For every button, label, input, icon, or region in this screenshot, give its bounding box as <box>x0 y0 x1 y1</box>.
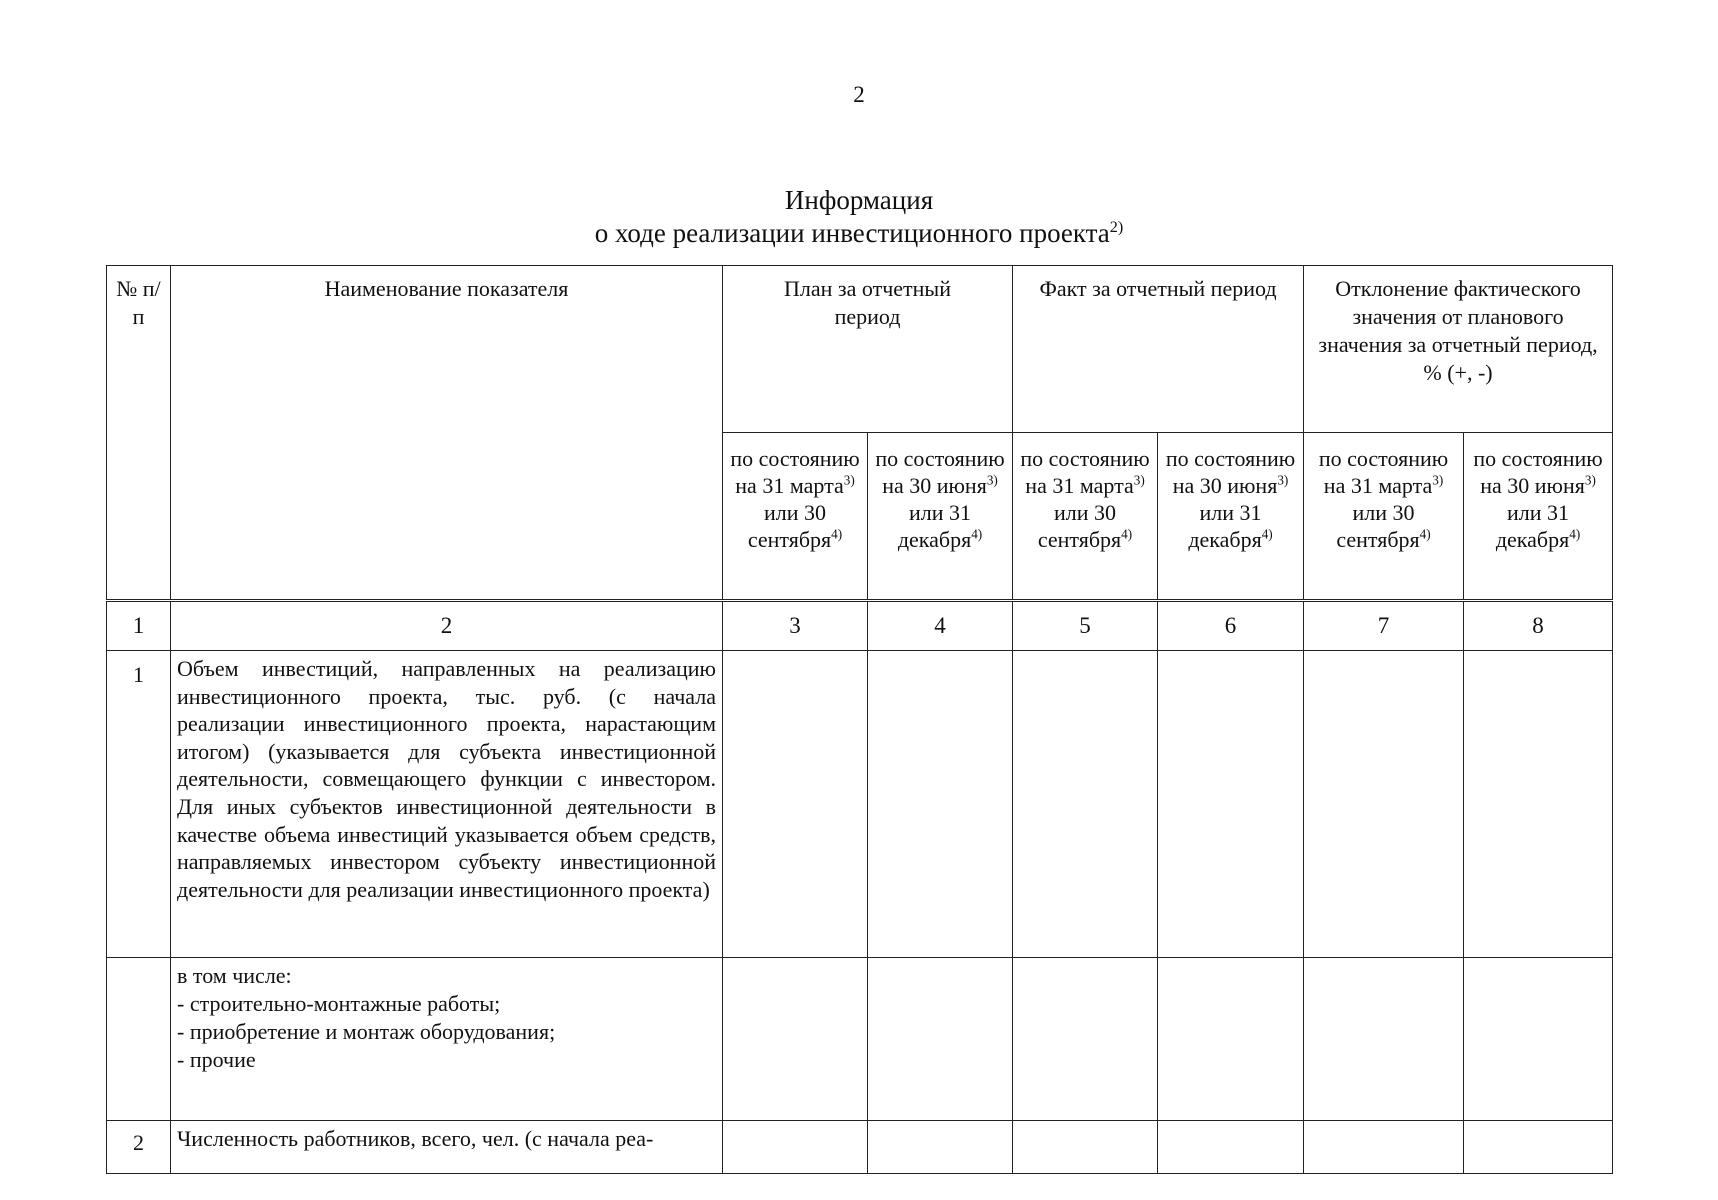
empty-cell <box>1304 958 1464 1121</box>
empty-cell <box>723 1121 868 1174</box>
indicator-name: Численность работников, всего, чел. (с начала реа- <box>171 1121 723 1174</box>
empty-cell <box>1158 1121 1304 1174</box>
subheader-plan-q1: по состоянию на 31 марта$^{3)}$ или 30 сентября$^{4)}$ <box>723 433 868 601</box>
document-title <box>0 184 1718 250</box>
row-number: 1 <box>107 651 171 958</box>
title-line-1: Информация <box>784 185 934 215</box>
empty-cell <box>1013 651 1158 958</box>
header-row <box>107 266 1613 433</box>
empty-cell <box>723 958 868 1121</box>
indicator-breakdown <box>171 958 723 1121</box>
table-row <box>107 651 1613 958</box>
empty-cell <box>868 651 1013 958</box>
indicator-name: Объем инвестиций, направленных на реализацию инвестиционного проекта, тыс. руб. (с начала реализации инвестиционного проекта, нарастающим итогом) (указывается для субъекта инвестиционной деятельности, совмещающего функции с инвестором. Для иных субъектов инвестиционной деятельности в качестве объема инвестиций указывается объем средств, направляемых инвестором субъекту инвестиционной деятельности для реализации инвестиционного проекта) <box>171 651 723 958</box>
empty-cell <box>868 958 1013 1121</box>
row-number: 2 <box>107 1121 171 1174</box>
column-numbers-row <box>107 601 1613 651</box>
empty-cell <box>1013 1121 1158 1174</box>
empty-cell <box>1013 958 1158 1121</box>
column-number: 6 <box>1158 601 1304 651</box>
subheader-dev-q2: по состоянию на 30 июня$^{3)}$ или 31 декабря$^{4)}$ <box>1464 433 1613 601</box>
empty-cell <box>1304 1121 1464 1174</box>
column-number: 5 <box>1013 601 1158 651</box>
header-col-name: Наименование показателя <box>171 266 723 601</box>
empty-cell <box>1464 958 1613 1121</box>
column-number: 1 <box>107 601 171 651</box>
empty-cell <box>1158 651 1304 958</box>
title-line-2: о ходе реализации инвестиционного проекта$^{2)}$ <box>594 218 1124 248</box>
empty-cell <box>868 1121 1013 1174</box>
subheader-plan-q2: по состоянию на 30 июня$^{3)}$ или 31 декабря$^{4)}$ <box>868 433 1013 601</box>
column-number: 2 <box>171 601 723 651</box>
column-number: 7 <box>1304 601 1464 651</box>
subheader-fact-q1: по состоянию на 31 марта$^{3)}$ или 30 сентября$^{4)}$ <box>1013 433 1158 601</box>
empty-cell <box>1464 651 1613 958</box>
row-number <box>107 958 171 1121</box>
empty-cell <box>1304 651 1464 958</box>
column-number: 8 <box>1464 601 1613 651</box>
empty-cell <box>1464 1121 1613 1174</box>
subheader-dev-q1: по состоянию на 31 марта$^{3)}$ или 30 сентября$^{4)}$ <box>1304 433 1464 601</box>
header-col-num: № п/п <box>107 266 171 601</box>
table-row <box>107 1121 1613 1174</box>
breakdown-line: - приобретение и монтаж оборудования; <box>177 1019 556 1044</box>
column-number: 3 <box>723 601 868 651</box>
page-number: 2 <box>853 82 865 107</box>
breakdown-line: - прочие <box>177 1047 256 1072</box>
investment-report-table <box>106 265 1613 1174</box>
empty-cell <box>723 651 868 958</box>
header-col-fact: Факт за отчетный период <box>1013 266 1304 433</box>
footnote-ref: 2) <box>1109 218 1124 236</box>
empty-cell <box>1158 958 1304 1121</box>
breakdown-line: - строительно-монтажные работы; <box>177 991 501 1016</box>
header-col-deviation: Отклонение фактического значения от планового значения за отчетный период, % (+, -) <box>1304 266 1613 433</box>
table-row <box>107 958 1613 1121</box>
breakdown-line: в том числе: <box>177 963 292 988</box>
column-number: 4 <box>868 601 1013 651</box>
header-col-plan: План за отчетный период <box>723 266 1013 433</box>
subheader-fact-q2: по состоянию на 30 июня$^{3)}$ или 31 декабря$^{4)}$ <box>1158 433 1304 601</box>
